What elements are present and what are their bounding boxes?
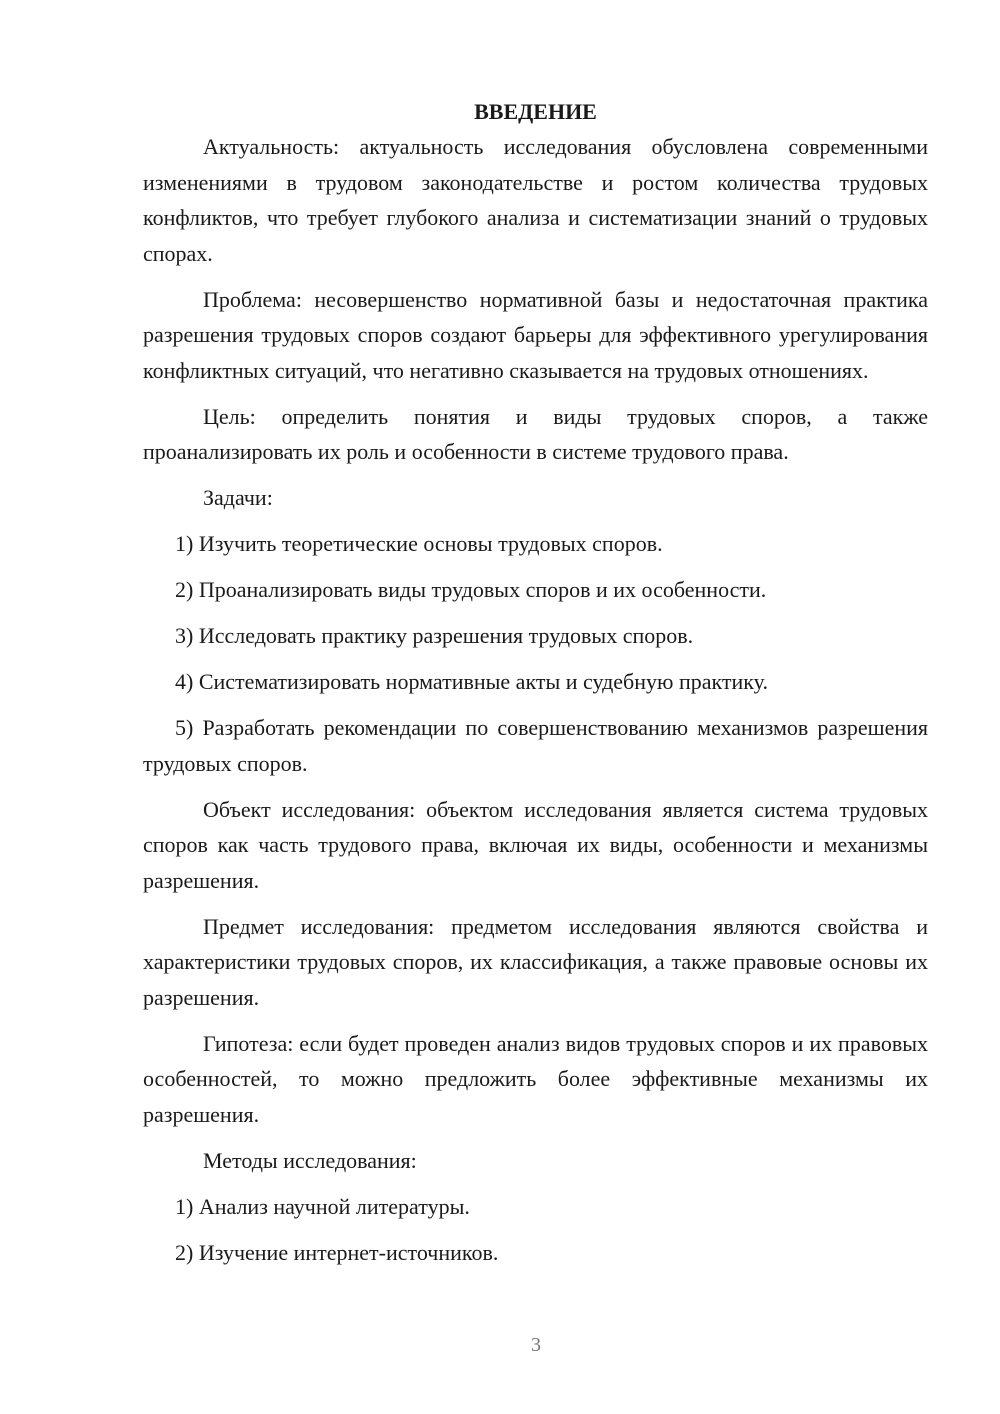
task-item: 1) Изучить теоретические основы трудовых споров. bbox=[175, 531, 663, 556]
paragraph-subject: Предмет исследования: предметом исследования являются свойства и характеристики трудовых споров, их классификация, а также правовые основы их разрешения. bbox=[143, 913, 928, 1010]
task-item: 4) Систематизировать нормативные акты и судебную практику. bbox=[175, 669, 768, 694]
method-item: 2) Изучение интернет-источников. bbox=[175, 1239, 499, 1265]
page-title: ВВЕДЕНИЕ bbox=[474, 99, 597, 124]
task-item: 5) Разработать рекомендации по совершенствованию механизмов разрешения трудовых споров. bbox=[143, 715, 928, 776]
task-item: 2) Проанализировать виды трудовых споров и их особенности. bbox=[175, 577, 767, 602]
document-page bbox=[143, 94, 928, 1281]
paragraph-problem: Проблема: несовершенство нормативной базы и недостаточная практика разрешения трудовых споров создают барьеры для эффективного урегулирования конфликтных ситуаций, что негативно сказывается на трудовых отношениях. bbox=[143, 286, 928, 383]
paragraph-goal: Цель: определить понятия и виды трудовых споров, а также проанализировать их роль и особенности в системе трудового права. bbox=[143, 403, 928, 464]
paragraph-tasks-heading: Задачи: bbox=[203, 485, 273, 510]
paragraph-methods-heading: Методы исследования: bbox=[203, 1147, 417, 1173]
method-item: 1) Анализ научной литературы. bbox=[175, 1193, 470, 1219]
paragraph-relevance: Актуальность: актуальность исследования обусловлена современными изменениями в трудовом законодательстве и ростом количества трудовых конфликтов, что требует глубокого анализа и систематизации знаний о трудовых спорах. bbox=[143, 134, 928, 266]
paragraph-hypothesis: Гипотеза: если будет проведен анализ видов трудовых споров и их правовых особенностей, то можно предложить более эффективные механизмы их разрешения. bbox=[143, 1030, 928, 1127]
paragraph-object: Объект исследования: объектом исследования является система трудовых споров как часть трудового права, включая их виды, особенности и механизмы разрешения. bbox=[143, 796, 928, 893]
page-number: 3 bbox=[531, 1334, 541, 1356]
task-item: 3) Исследовать практику разрешения трудовых споров. bbox=[175, 623, 694, 648]
